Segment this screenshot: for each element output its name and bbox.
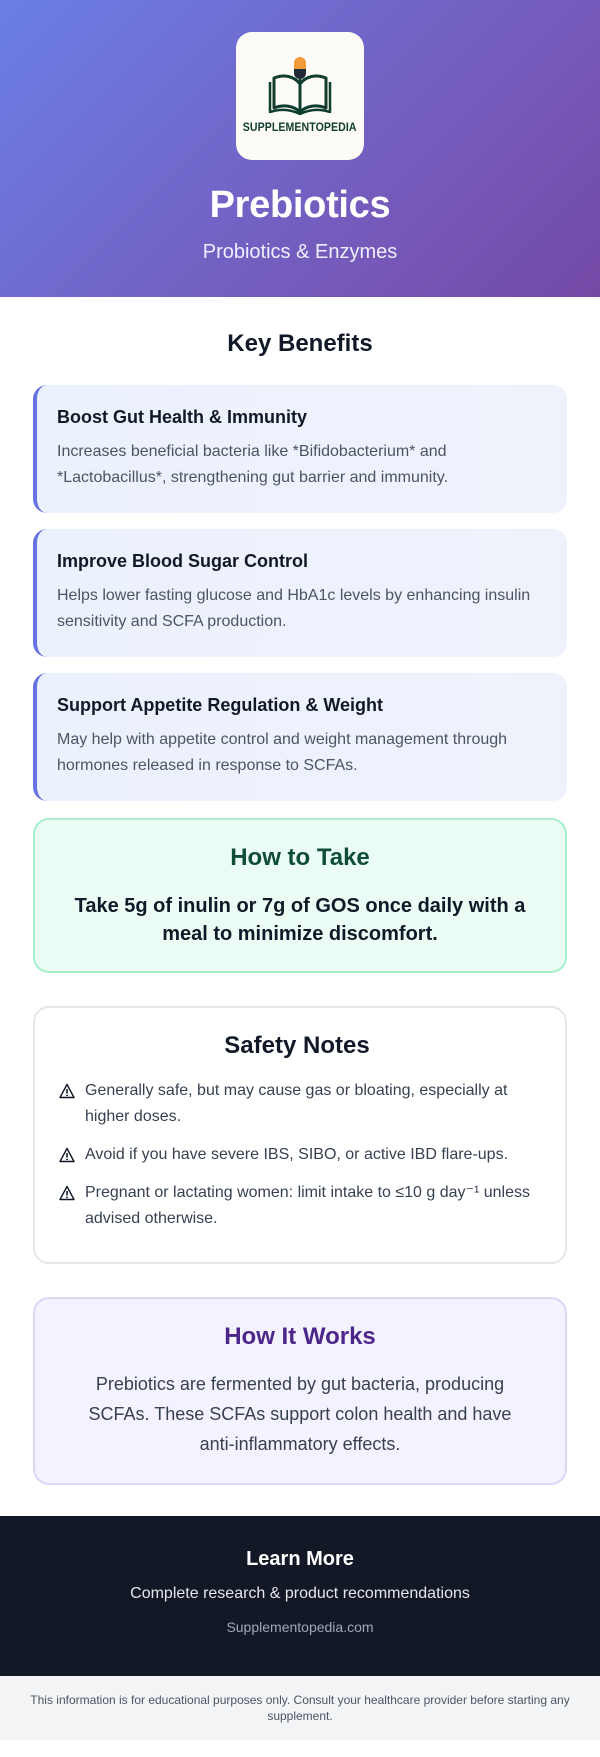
page-title: Prebiotics [209,184,391,226]
how-to-take-text: Take 5g of inulin or 7g of GOS once daily with a meal to minimize discomfort. [74,895,526,945]
safety-item [59,1180,535,1232]
benefit-title: Support Appetite Regulation & Weight [57,695,383,715]
footer [0,1516,600,1676]
disclaimer: This information is for educational purposes only. Consult your healthcare provider before starting any supplement. [0,1676,600,1740]
benefit-description: May help with appetite control and weight management through hormones released in response to SCFAs. [57,731,508,774]
website-link[interactable]: Supplementopedia.com [226,1619,374,1635]
book-capsule-icon [268,56,332,116]
how-it-works-heading: How It Works [224,1323,376,1350]
how-it-works-card [33,1297,567,1485]
benefit-description: Increases beneficial bacteria like *Bifidobacterium* and *Lactobacillus*, strengthening gut barrier and immunity. [57,443,449,486]
benefit-card [33,385,567,513]
safety-item-text: Avoid if you have severe IBS, SIBO, or active IBD flare-ups. [85,1146,509,1163]
page-subtitle: Probiotics & Enzymes [202,241,398,263]
benefit-title: Improve Blood Sugar Control [57,551,309,571]
safety-item-text: Pregnant or lactating women: limit intake to ≤10 g day⁻¹ unless advised otherwise. [85,1184,531,1227]
how-it-works-text: Prebiotics are fermented by gut bacteria, producing SCFAs. These SCFAs support colon health and have anti-inflammatory effects. [88,1374,512,1454]
learn-more-heading: Learn More [246,1548,354,1570]
safety-item [59,1142,535,1168]
main-content [0,297,600,1485]
safety-item-text: Generally safe, but may cause gas or bloating, especially at higher doses. [85,1082,508,1125]
safety-item [59,1078,535,1130]
logo[interactable] [236,32,364,160]
warning-icon [59,1147,75,1163]
benefit-title: Boost Gut Health & Immunity [57,407,308,427]
benefit-description: Helps lower fasting glucose and HbA1c levels by enhancing insulin sensitivity and SCFA production. [57,587,531,630]
benefit-card [33,673,567,801]
how-to-take-heading: How to Take [230,844,370,871]
warning-icon [59,1185,75,1201]
logo-text: SUPPLEMENTOPEDIA [243,120,357,134]
learn-more-subtitle: Complete research & product recommendations [130,1585,470,1602]
benefit-card [33,529,567,657]
key-benefits-heading: Key Benefits [227,330,373,357]
safety-notes-heading: Safety Notes [224,1032,370,1059]
safety-notes-card [33,1006,567,1264]
warning-icon [59,1083,75,1099]
hero-header [0,0,600,297]
how-to-take-card [33,818,567,973]
